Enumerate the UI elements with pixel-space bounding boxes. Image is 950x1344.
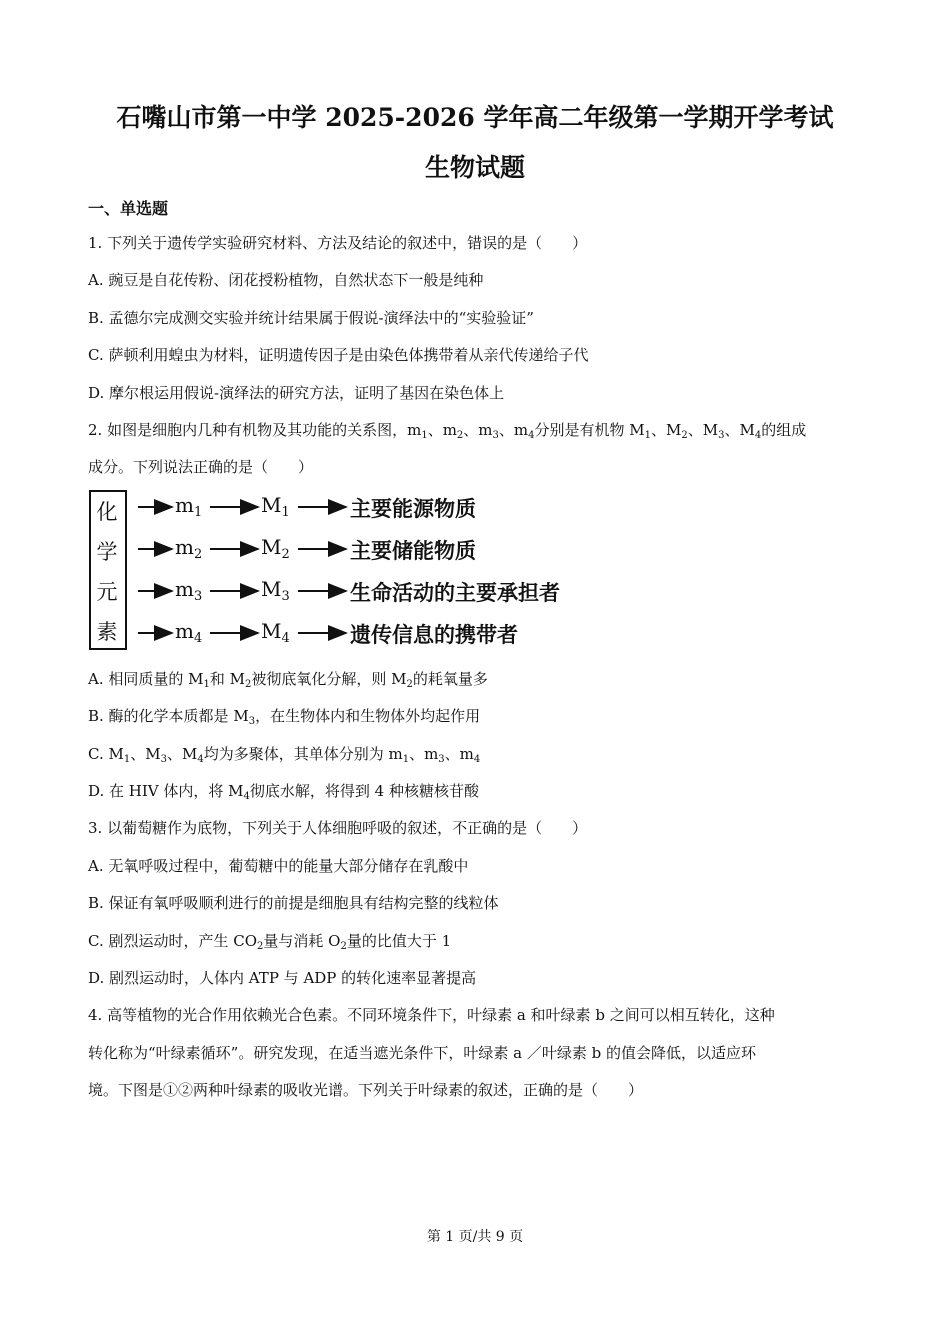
function-main-energy: 主要能源物质 xyxy=(350,497,476,521)
q2-option-a: A. 相同质量的 $M_1$和 $M_2$被彻底氧化分解，则 $M_2$的耗氧量多 xyxy=(88,670,488,690)
q3-option-b: B. 保证有氧呼吸顺利进行的前提是细胞具有结构完整的线粒体 xyxy=(88,894,499,912)
M2-label: $M_2$ xyxy=(261,535,290,562)
q4-stem-line1: 4. 高等植物的光合作用依赖光合色素。不同环境条件下，叶绿素 a 和叶绿素 b 之间可以相互转化，这种 xyxy=(88,1006,775,1024)
q2-option-b: B. 酶的化学本质都是 $M_3$，在生物体内和生物体外均起作用 xyxy=(88,707,481,727)
M4-label: $M_4$ xyxy=(261,619,290,646)
q3-option-c: C. 剧烈运动时，产生 $CO_2$量与消耗 $O_2$量的比值大于 1 xyxy=(88,932,452,952)
q3-option-a: A. 无氧呼吸过程中，葡萄糖中的能量大部分储存在乳酸中 xyxy=(88,857,469,875)
m1-label: $m_1$ xyxy=(175,493,203,520)
q3-option-d: D. 剧烈运动时，人体内 ATP 与 ADP 的转化速率显著提高 xyxy=(88,969,477,987)
q1-option-b: B. 孟德尔完成测交实验并统计结果属于假说-演绎法中的“实验验证” xyxy=(88,309,534,327)
function-energy-storage: 主要储能物质 xyxy=(350,539,476,563)
q2-stem: 2. 如图是细胞内几种有机物及其功能的关系图，$m_1$、$m_2$、$m_3$、$m_4$分别是有机物 $M_1$、$M_2$、$M_3$、$M_4$的组成 xyxy=(88,421,807,441)
element-char: 素 xyxy=(96,620,118,644)
exam-title-line1: 石嘴山市第一中学 2025-2026 学年高二年级第一学期开学考试 xyxy=(116,103,834,132)
q1-option-d: D. 摩尔根运用假说-演绎法的研究方法，证明了基因在染色体上 xyxy=(88,384,505,402)
q2-option-c: C. $M_1$、$M_3$、$M_4$均为多聚体，其单体分别为 $m_1$、$m_3$、$m_4$ xyxy=(88,745,481,765)
q1-option-c: C. 萨顿利用蝗虫为材料，证明遗传因子是由染色体携带着从亲代传递给子代 xyxy=(88,346,589,364)
section-heading: 一、单选题 xyxy=(88,199,169,218)
M1-label: $M_1$ xyxy=(261,493,290,520)
organic-matter-diagram xyxy=(88,490,648,658)
m2-label: $m_2$ xyxy=(175,535,203,562)
q4-stem-line2: 转化称为“叶绿素循环”。研究发现，在适当遮光条件下，叶绿素 a ／叶绿素 b 的值会降低，以适应环 xyxy=(88,1044,756,1062)
element-char: 元 xyxy=(96,580,118,604)
q1-stem: 1. 下列关于遗传学实验研究材料、方法及结论的叙述中，错误的是（ ） xyxy=(88,234,588,252)
element-char: 学 xyxy=(96,540,118,564)
q3-stem: 3. 以葡萄糖作为底物，下列关于人体细胞呼吸的叙述，不正确的是（ ） xyxy=(88,819,588,837)
function-genetic-info: 遗传信息的携带者 xyxy=(350,623,518,647)
m4-label: $m_4$ xyxy=(175,619,203,646)
exam-title-line2: 生物试题 xyxy=(424,153,525,182)
page-footer: 第 1 页/共 9 页 xyxy=(426,1229,524,1245)
function-life-activities: 生命活动的主要承担者 xyxy=(350,581,560,605)
q1-option-a: A. 豌豆是自花传粉、闭花授粉植物，自然状态下一般是纯种 xyxy=(88,271,484,289)
m3-label: $m_3$ xyxy=(175,577,203,604)
M3-label: $M_3$ xyxy=(261,577,290,604)
q4-stem-line3: 境。下图是①②两种叶绿素的吸收光谱。下列关于叶绿素的叙述，正确的是（ ） xyxy=(88,1081,644,1099)
q2-option-d: D. 在 HIV 体内，将 $M_4$彻底水解，将得到 4 种核糖核苷酸 xyxy=(88,782,479,802)
q2-stem-line2: 成分。下列说法正确的是（ ） xyxy=(88,458,314,476)
element-char: 化 xyxy=(96,500,118,524)
